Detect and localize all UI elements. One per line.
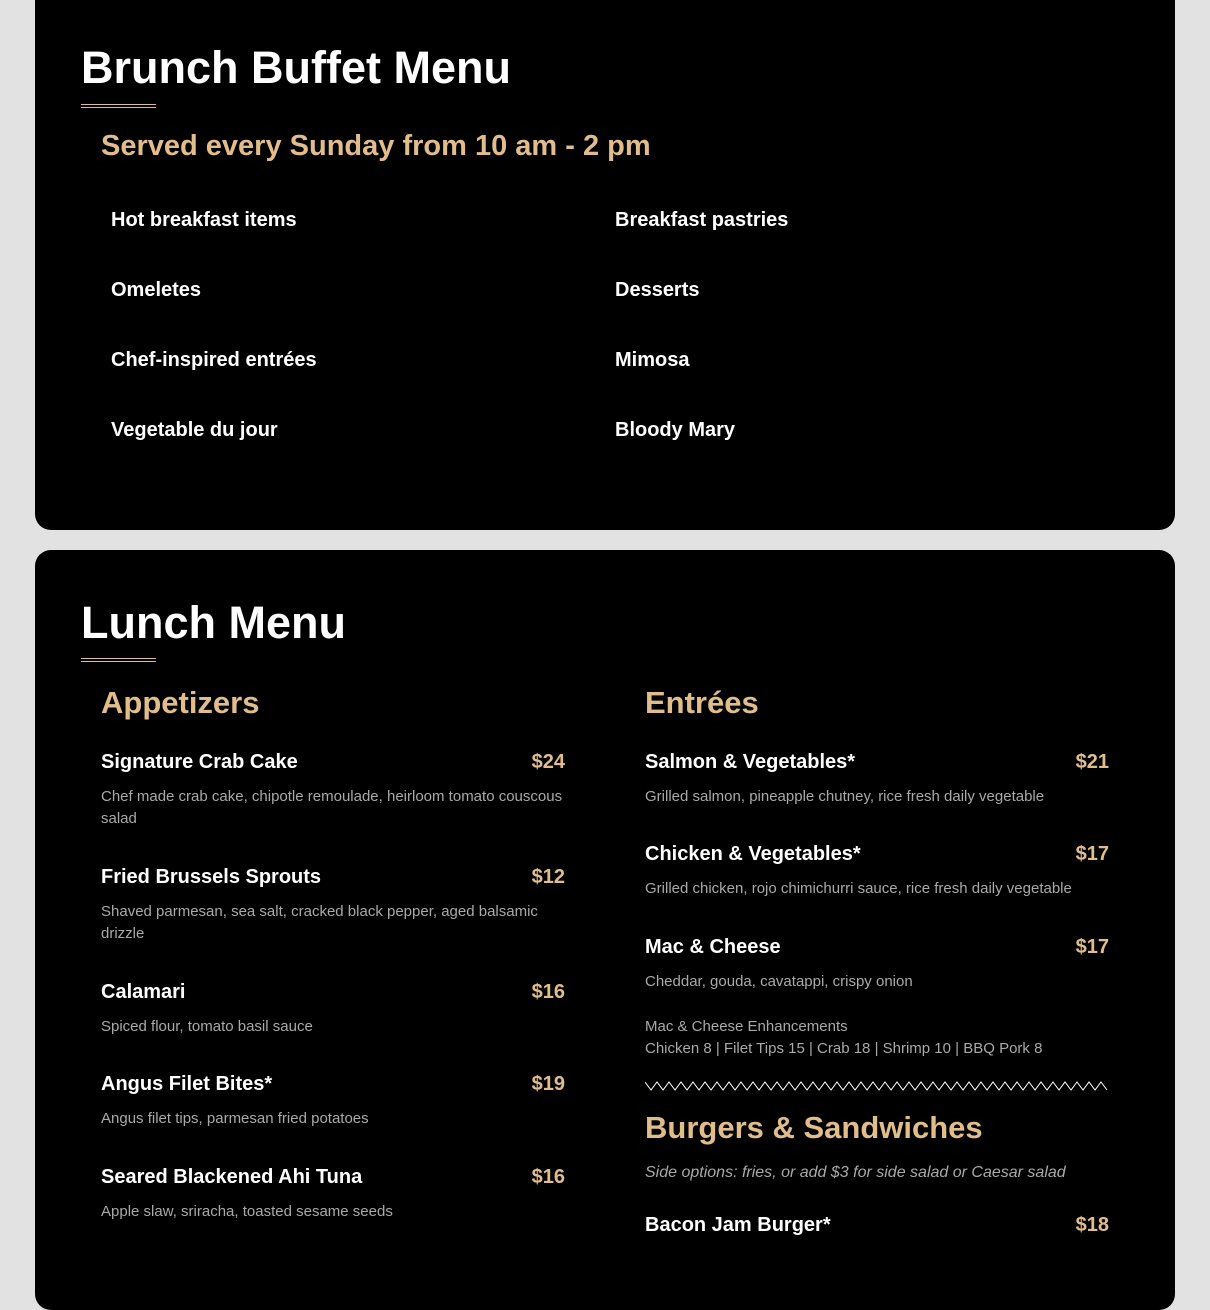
brunch-menu-card: [35, 0, 1175, 530]
side-options-note: Side options: fries, or add $3 for side salad or Caesar salad: [645, 1164, 1066, 1181]
brunch-schedule-subtitle: Served every Sunday from 10 am - 2 pm: [101, 130, 651, 162]
menu-item-name: Signature Crab Cake: [101, 751, 298, 773]
menu-item-price: $16: [531, 1166, 565, 1188]
menu-item-price: $24: [531, 751, 565, 773]
buffet-item: Bloody Mary: [615, 419, 736, 441]
menu-item-name: Seared Blackened Ahi Tuna: [101, 1166, 363, 1188]
menu-item-price: $17: [1075, 936, 1109, 958]
menu-item-description: Cheddar, gouda, cavatappi, crispy onion: [645, 973, 913, 990]
title-underline: [81, 658, 156, 662]
appetizers-heading: Appetizers: [101, 685, 260, 720]
menu-item-price: $21: [1075, 751, 1109, 773]
menu-item-description: Chef made crab cake, chipotle remoulade, heirloom tomato couscous salad: [101, 788, 563, 827]
lunch-menu-title: Lunch Menu: [81, 597, 346, 648]
menu-item-name: Salmon & Vegetables*: [645, 751, 856, 773]
buffet-item: Breakfast pastries: [615, 209, 789, 231]
menu-item-description: Angus filet tips, parmesan fried potatoes: [101, 1110, 369, 1127]
buffet-item: Omeletes: [111, 279, 202, 301]
buffet-item: Mimosa: [615, 349, 690, 371]
lunch-menu-card: [35, 550, 1175, 1310]
menu-item-description: Grilled chicken, rojo chimichurri sauce, rice fresh daily vegetable: [645, 880, 1072, 897]
title-underline: [81, 104, 156, 108]
menu-item-description: Shaved parmesan, sea salt, cracked black pepper, aged balsamic drizzle: [101, 903, 538, 942]
menu-item-name: Bacon Jam Burger*: [645, 1214, 831, 1236]
enhancements-title: Mac & Cheese Enhancements: [645, 1018, 848, 1035]
enhancements-list: Chicken 8 | Filet Tips 15 | Crab 18 | Shrimp 10 | BBQ Pork 8: [645, 1040, 1043, 1057]
menu-item-name: Fried Brussels Sprouts: [101, 866, 322, 888]
menu-item-description: Apple slaw, sriracha, toasted sesame seeds: [101, 1203, 393, 1220]
burgers-heading: Burgers & Sandwiches: [645, 1110, 983, 1145]
menu-item-price: $16: [531, 981, 565, 1003]
menu-item-name: Angus Filet Bites*: [101, 1073, 273, 1095]
menu-item-name: Calamari: [101, 981, 186, 1003]
buffet-item: Hot breakfast items: [111, 209, 297, 231]
entrees-heading: Entrées: [645, 685, 759, 720]
brunch-menu-title: Brunch Buffet Menu: [81, 42, 511, 93]
menu-item-price: $17: [1075, 843, 1109, 865]
menu-item-description: Spiced flour, tomato basil sauce: [101, 1018, 313, 1035]
zigzag-divider: [645, 1080, 1109, 1092]
menu-item-price: $19: [531, 1073, 565, 1095]
menu-item-name: Mac & Cheese: [645, 936, 781, 958]
buffet-item: Desserts: [615, 279, 700, 301]
menu-item-description: Grilled salmon, pineapple chutney, rice fresh daily vegetable: [645, 788, 1045, 805]
menu-item-price: $12: [531, 866, 565, 888]
menu-item-price: $18: [1075, 1214, 1109, 1236]
menu-item-name: Chicken & Vegetables*: [645, 843, 861, 865]
buffet-item: Vegetable du jour: [111, 419, 278, 441]
buffet-item: Chef-inspired entrées: [111, 349, 317, 371]
